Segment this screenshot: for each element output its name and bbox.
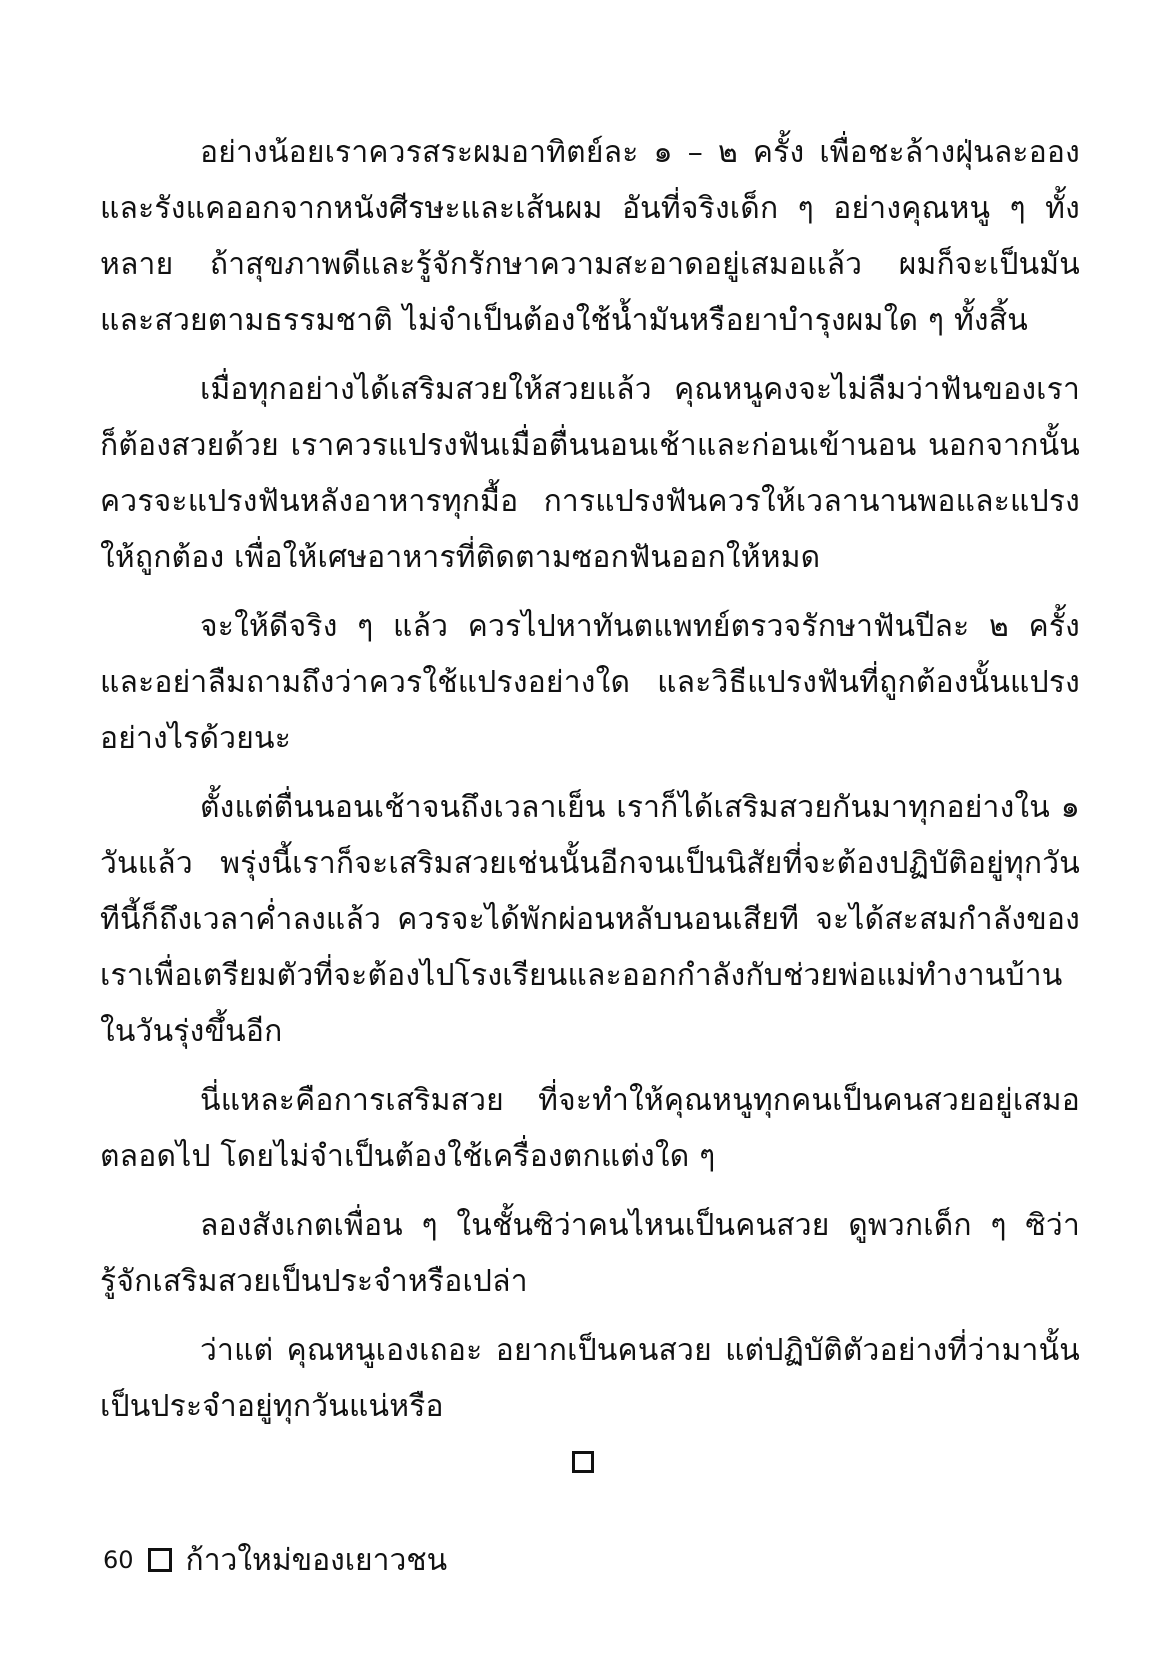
paragraph-daily-routine: ตั้งแต่ตื่นนอนเช้าจนถึงเวลาเย็น เราก็ได้เสริมสวยกันมาทุกอย่างใน ๑ วันแล้ว พรุ่งนี้เราก็จะเสริมสวยเช่นนั้นอีกจนเป็นนิสัยที่จะต้องปฏิบัติอยู่ทุกวัน ทีนี้ก็ถึงเวลาค่ำลงแล้ว ควรจะได้พักผ่อนหลับนอนเสียที จะได้สะสมกำลังของเราเพื่อเตรียมตัวที่จะต้องไปโรงเรียนและออกกำลังกับช่วยพ่อแม่ทำงานบ้านในวันรุ่งขึ้นอีก (100, 790, 1080, 1049)
book-title: ก้าวใหม่ของเยาวชน (185, 1542, 448, 1578)
paragraph-teeth-brushing: เมื่อทุกอย่างได้เสริมสวยให้สวยแล้ว คุณหนูคงจะไม่ลืมว่าฟันของเราก็ต้องสวยด้วย เราควรแปรงฟันเมื่อตื่นนอนเช้าและก่อนเข้านอน นอกจากนั้นควรจะแปรงฟันหลังอาหารทุกมื้อ การแปรงฟันควรให้เวลานานพอและแปรงให้ถูกต้อง เพื่อให้เศษอาหารที่ติดตามซอกฟันออกให้หมด (100, 372, 1080, 575)
end-of-chapter-square-icon (572, 1451, 594, 1473)
footer-square-icon (148, 1548, 172, 1572)
paragraph-dentist: จะให้ดีจริง ๆ แล้ว ควรไปหาทันตแพทย์ตรวจรักษาฟันปีละ ๒ ครั้ง และอย่าลืมถามถึงว่าควรใช้แปรงอย่างใด และวิธีแปรงฟันที่ถูกต้องนั้นแปรงอย่างไรด้วยนะ (100, 609, 1080, 756)
paragraph-closing-question: ว่าแต่ คุณหนูเองเถอะ อยากเป็นคนสวย แต่ปฏิบัติตัวอย่างที่ว่ามานั้นเป็นประจำอยู่ทุกวันแน่หรือ (100, 1333, 1080, 1424)
paragraph-hair-washing: อย่างน้อยเราควรสระผมอาทิตย์ละ ๑ – ๒ ครั้ง เพื่อชะล้างฝุ่นละออง และรังแคออกจากหนังศีรษะและเส้นผม อันที่จริงเด็ก ๆ อย่างคุณหนู ๆ ทั้งหลาย ถ้าสุขภาพดีและรู้จักรักษาความสะอาดอยู่เสมอแล้ว ผมก็จะเป็นมัน และสวยตามธรรมชาติ ไม่จำเป็นต้องใช้น้ำมันหรือยาบำรุงผมใด ๆ ทั้งสิ้น (100, 135, 1080, 338)
body-text (100, 125, 1080, 1448)
paragraph-observe-friends: ลองสังเกตเพื่อน ๆ ในชั้นซิว่าคนไหนเป็นคนสวย ดูพวกเด็ก ๆ ซิว่ารู้จักเสริมสวยเป็นประจำหรือเปล่า (100, 1208, 1080, 1299)
page-number: 60 (103, 1546, 134, 1574)
paragraph-summary: นี่แหละคือการเสริมสวย ที่จะทำให้คุณหนูทุกคนเป็นคนสวยอยู่เสมอตลอดไป โดยไม่จำเป็นต้องใช้เครื่องตกแต่งใด ๆ (100, 1083, 1080, 1174)
page-footer (103, 1540, 447, 1580)
